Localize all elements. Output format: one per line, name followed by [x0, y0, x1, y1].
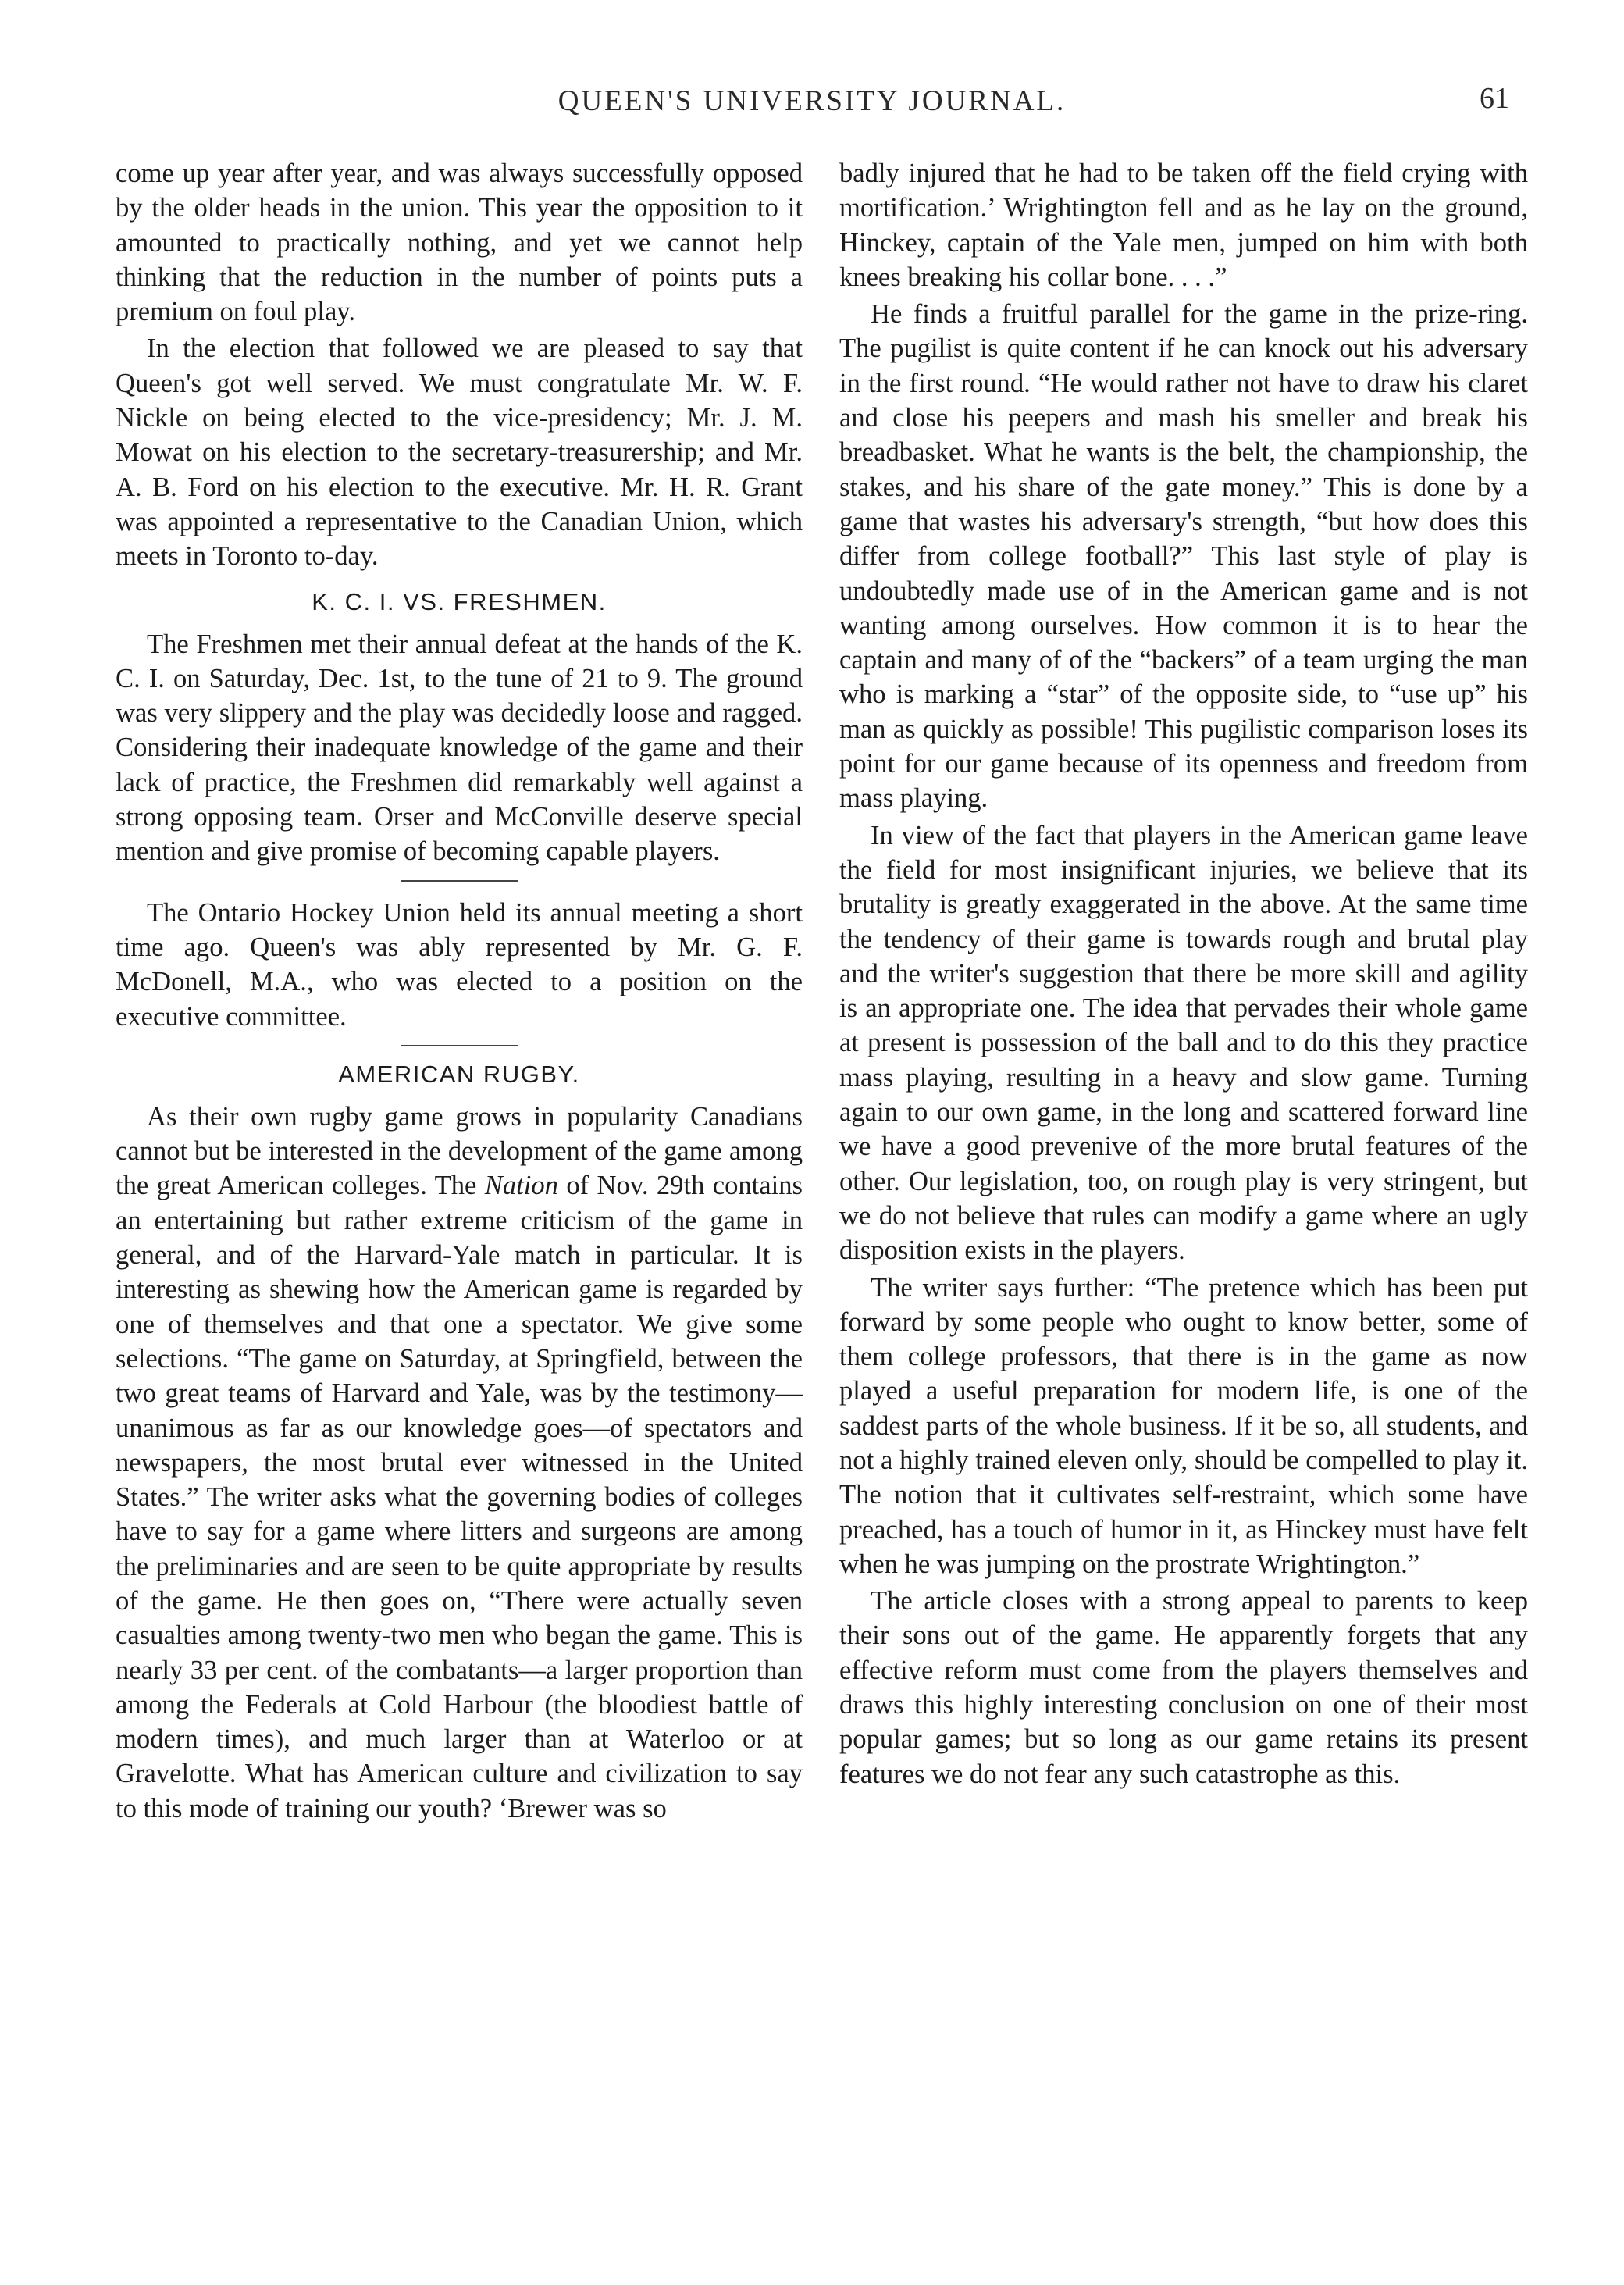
text-run: of Nov. 29th contains an entertaining but rather extreme criticism of the game in general, and of the Harvard-Yale match in particular. It is interesting as shewing how the American game is regarded by one of themselves and that one a spectator. We give some selections. “The game on Saturday, at Springfield, between the two great teams of Harvard and Yale, was by the testimony—unanimous as far as our knowledge goes—of spectators and newspapers, the most brutal ever witnessed in the United States.” The writer asks what the governing bodies of colleges have to say for a game where litters and surgeons are among the preliminaries and are seen to be quite appropriate by results of the game. He then goes on, “There were actually seven casualties among twenty-two men who began the game. This is nearly 33 per cent. of the combatants—a larger proportion than among the Federals at Cold Harbour (the bloodiest battle of modern times), and much larger than at Waterloo or at Gravelotte. What has American culture and civilization to say to this mode of training our youth? ‘Brewer was so: [116, 1171, 803, 1823]
paragraph: [116, 1100, 803, 1826]
text-run: As their own rugby game grows in popularity Canadians cannot but be interested in the development of the game among the great American colleges. The: [116, 1101, 803, 1201]
paragraph: The Ontario Hockey Union held its annual meeting a short time ago. Queen's was ably represented by Mr. G. F. McDonell, M.A., who was elected to a position on the executive committee.: [116, 897, 803, 1032]
paragraph: In view of the fact that players in the American game leave the field for most insignificant injuries, we believe that its brutality is greatly exaggerated in the above. At the same time the tendency of their game is towards rough and brutal play and the writer's suggestion that there be more skill and agility is an appropriate one. The idea that pervades their whole game at present is possession of the ball and to do this they practice mass playing, resulting in a heavy and slow game. Turning again to our own game, in the long and scattered forward line we have a good prevenive of the more brutal features of the other. Our legislation, too, on rough play is very stringent, but we do not believe that rules can modify a game where an ugly disposition exists in the players.: [839, 820, 1528, 1266]
paragraph: come up year after year, and was always successfully opposed by the older heads in the union. This year the opposition to it amounted to practically nothing, and yet we cannot help thinking that the reduction in the number of points puts a premium on foul play.: [116, 159, 803, 327]
left-column: [116, 156, 803, 1826]
paragraph: badly injured that he had to be taken off the field crying with mortification.’ Wrightington fell and as he lay on the ground, Hinckey, captain of the Yale men, jumped on him with both knees breaking his collar bone. . . .”: [839, 159, 1528, 292]
section-heading-kci: K. C. I. VS. FRESHMEN.: [312, 587, 607, 615]
paragraph: The writer says further: “The pretence which has been put forward by some people who ought to know better, some of them college professors, that there is in the game as now played a useful preparation for modern life, is one of the saddest parts of the whole business. If it be so, all students, and not a highly trained eleven only, should be compelled to play it. The notion that it cultivates self-restraint, which some have preached, has a touch of humor in it, as Hinckey must have felt when he was jumping on the prostrate Wrightington.”: [839, 1272, 1528, 1579]
paragraph: He finds a fruitful parallel for the game in the prize-ring. The pugilist is quite content if he can knock out his adversary in the first round. “He would rather not have to draw his claret and close his peepers and mash his smeller and break his breadbasket. What he wants is the belt, the championship, the stakes, and his share of the gate money.” This is done by a game that wastes his adversary's strength, “but how does this differ from college football?” This last style of play is undoubtedly made use of in the American game and is not wanting among ourselves. How common it is to hear the captain and many of of the “backers” of a team urging the man who is marking a “star” of the opposite side, to “use up” his man as quickly as possible! This pugilistic comparison loses its point for our game because of its openness and freedom from mass playing.: [839, 299, 1528, 814]
section-heading-rugby: AMERICAN RUGBY.: [338, 1060, 580, 1088]
paragraph: In the election that followed we are pleased to say that Queen's got well served. We must congratulate Mr. W. F. Nickle on being elected to the vice-presidency; Mr. J. M. Mowat on his election to the secretary-treasurership; and Mr. A. B. Ford on his election to the executive. Mr. H. R. Grant was appointed a representative to the Canadian Union, which meets in Toronto to-day.: [116, 333, 803, 572]
paragraph: The Freshmen met their annual defeat at the hands of the K. C. I. on Saturday, Dec. 1st, to the tune of 21 to 9. The ground was very slippery and the play was decidedly loose and ragged. Considering their inadequate knowledge of the game and their lack of practice, the Freshmen did remarkably well against a strong opposing team. Orser and McConville deserve special mention and give promise of becoming capable players.: [116, 629, 803, 867]
paragraph: The article closes with a strong appeal to parents to keep their sons out of the game. He apparently forgets that any effective reform must come from the players themselves and draws this highly interesting conclusion on one of their most popular games; but so long as our game retains its present features we do not fear any such catastrophe as this.: [839, 1586, 1528, 1789]
right-column: [839, 156, 1528, 1791]
publication-title: Nation: [484, 1171, 558, 1201]
section-divider: [401, 880, 518, 882]
page-number: 61: [1480, 82, 1509, 115]
running-title: QUEEN'S UNIVERSITY JOURNAL.: [557, 85, 1067, 117]
section-divider: [401, 1045, 518, 1046]
